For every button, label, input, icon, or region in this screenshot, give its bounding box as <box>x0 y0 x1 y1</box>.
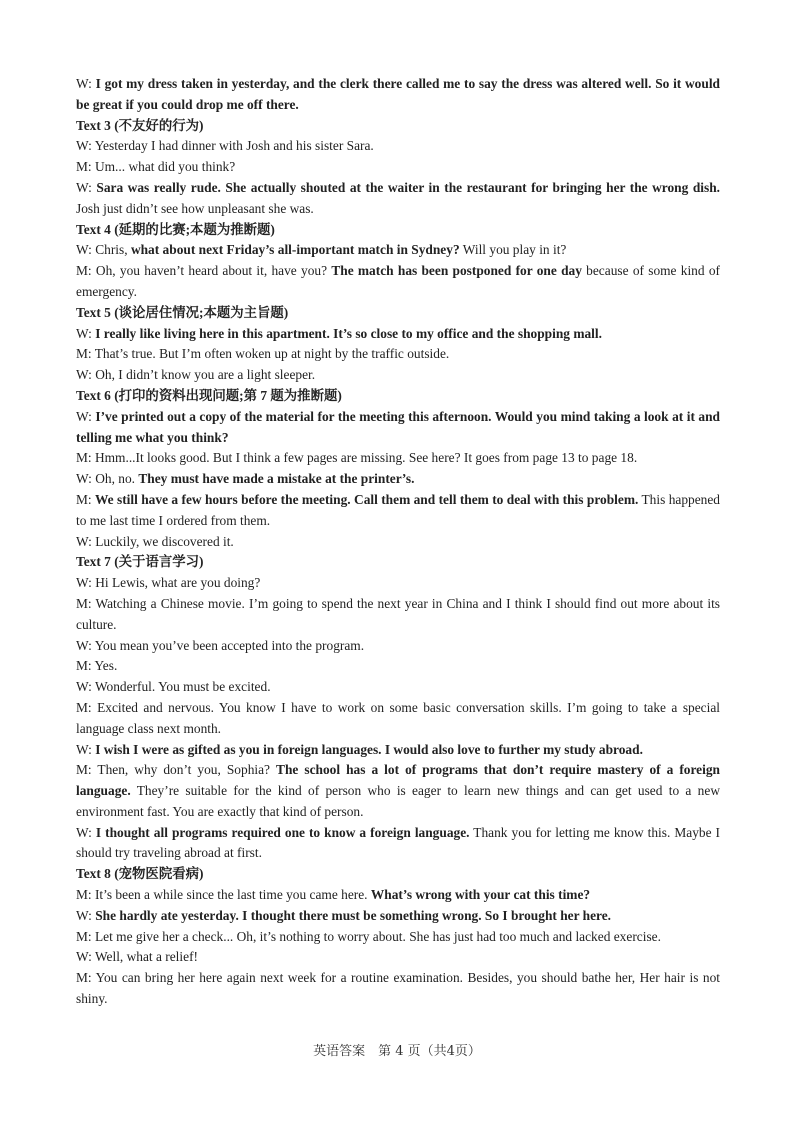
line-text: M: <box>76 491 96 507</box>
key-sentence: We still have a few hours before the meeting. Call them and tell them to deal with this problem. <box>95 491 639 507</box>
dialogue-line <box>76 636 720 657</box>
line-text: W: <box>76 907 96 923</box>
dialogue-line <box>76 968 720 1010</box>
line-text: M: Um... what did you think? <box>76 159 236 175</box>
section-heading <box>76 864 720 885</box>
line-text: W: Well, what a relief! <box>76 949 198 965</box>
key-sentence: She hardly ate yesterday. I thought there must be something wrong. So I brought her here. <box>95 907 612 923</box>
line-text: W: You mean you’ve been accepted into the program. <box>76 637 365 653</box>
line-text: W: Wonderful. You must be excited. <box>76 679 271 695</box>
line-text: W: Chris, <box>76 242 131 258</box>
section-heading <box>76 116 720 137</box>
dialogue-line <box>76 947 720 968</box>
dialogue-line <box>76 698 720 740</box>
key-sentence: I got my dress taken in yesterday, and the clerk there called me to say the dress was altered well. So it would be great if you could drop me off there. <box>76 76 720 112</box>
dialogue-line <box>76 261 720 303</box>
section-heading <box>76 303 720 324</box>
dialogue-line <box>76 240 720 261</box>
line-text: W: <box>76 76 96 91</box>
dialogue-line <box>76 136 720 157</box>
dialogue-line <box>76 573 720 594</box>
dialogue-line <box>76 532 720 553</box>
line-text: They’re suitable for the kind of person who is eager to learn new things and can get used to a new environment fast. You are exactly that kind of person. <box>76 783 720 819</box>
line-text: M: Hmm...It looks good. But I think a few pages are missing. See here? It goes from page 13 to page 18. <box>76 450 638 466</box>
key-sentence: I’ve printed out a copy of the material for the meeting this afternoon. Would you mind taking a look at it and telling me what you think? <box>76 408 720 445</box>
dialogue-line <box>76 469 720 490</box>
section-heading <box>76 386 720 407</box>
key-sentence: what about next Friday’s all-important match in Sydney? <box>130 242 460 258</box>
line-text: W: Oh, I didn’t know you are a light sleeper. <box>76 367 316 383</box>
key-sentence: I really like living here in this apartment. It’s so close to my office and the shopping mall. <box>95 325 602 341</box>
line-text: Text 7 (关于语言学习) <box>76 554 204 570</box>
page-footer: 英语答案 第 4 页（共4页） <box>313 1044 481 1059</box>
line-text: Text 3 (不友好的行为) <box>76 117 204 133</box>
line-text: Josh just didn’t see how unpleasant she was. <box>76 200 314 216</box>
document-body <box>76 74 720 1010</box>
dialogue-line <box>76 74 720 116</box>
key-sentence: The school has a lot of programs that don’t require mastery of a foreign language. <box>76 762 720 799</box>
section-heading <box>76 552 720 573</box>
dialogue-line <box>76 823 720 865</box>
line-text: W: <box>76 179 97 195</box>
dialogue-line <box>76 344 720 365</box>
line-text: W: Luckily, we discovered it. <box>76 533 234 549</box>
line-text: M: Excited and nervous. You know I have to work on some basic conversation skills. I’m going to take a special language class next month. <box>76 699 720 736</box>
line-text: M: Oh, you haven’t heard about it, have you? <box>76 263 332 279</box>
line-text: M: Let me give her a check... Oh, it’s nothing to worry about. She has just had too much and lacked exercise. <box>76 928 661 944</box>
key-sentence: I thought all programs required one to know a foreign language. <box>95 824 470 840</box>
line-text: M: It’s been a while since the last time you came here. <box>76 887 371 903</box>
dialogue-line <box>76 885 720 906</box>
line-text: W: Oh, no. <box>76 471 139 487</box>
key-sentence: Sara was really rude. She actually shouted at the waiter in the restaurant for bringing her the wrong dish. <box>96 179 720 195</box>
dialogue-line <box>76 365 720 386</box>
dialogue-line <box>76 906 720 927</box>
line-text: M: That’s true. But I’m often woken up at night by the traffic outside. <box>76 346 450 362</box>
line-text: W: <box>76 408 96 424</box>
key-sentence: The match has been postponed for one day <box>331 263 582 279</box>
line-text: Text 6 (打印的资料出现问题;第 7 题为推断题) <box>76 387 342 403</box>
line-text: W: <box>76 325 96 341</box>
dialogue-line <box>76 407 720 449</box>
dialogue-line <box>76 178 720 220</box>
dialogue-line <box>76 490 720 532</box>
line-text: M: Yes. <box>76 658 118 674</box>
section-heading <box>76 220 720 241</box>
line-text: M: You can bring her here again next week for a routine examination. Besides, you should bathe her, Her hair is not shiny. <box>76 970 720 1007</box>
dialogue-line <box>76 677 720 698</box>
dialogue-line <box>76 656 720 677</box>
line-text: This happened to me last time I ordered from them. <box>76 491 720 528</box>
dialogue-line <box>76 448 720 469</box>
dialogue-line <box>76 927 720 948</box>
line-text: Thank you for letting me know this. Maybe I should try traveling abroad at first. <box>76 824 721 861</box>
dialogue-line <box>76 157 720 178</box>
line-text: W: <box>76 741 96 757</box>
line-text: W: Yesterday I had dinner with Josh and his sister Sara. <box>76 138 374 154</box>
dialogue-line <box>76 324 720 345</box>
dialogue-line <box>76 740 720 761</box>
line-text: Text 8 (宠物医院看病) <box>76 866 204 882</box>
line-text: Will you play in it? <box>459 242 567 258</box>
key-sentence: They must have made a mistake at the printer’s. <box>138 471 415 487</box>
dialogue-line <box>76 594 720 636</box>
key-sentence: I wish I were as gifted as you in foreign languages. I would also love to further my study abroad. <box>95 741 643 757</box>
line-text: W: <box>76 824 96 840</box>
line-text: M: Watching a Chinese movie. I’m going to spend the next year in China and I think I should find out more about its culture. <box>76 595 720 632</box>
dialogue-line <box>76 760 720 822</box>
line-text: M: Then, why don’t you, Sophia? <box>76 762 277 778</box>
line-text: Text 4 (延期的比赛;本题为推断题) <box>76 221 275 237</box>
key-sentence: What’s wrong with your cat this time? <box>370 887 591 903</box>
line-text: because of some kind of emergency. <box>76 263 720 299</box>
line-text: Text 5 (谈论居住情况;本题为主旨题) <box>76 304 289 320</box>
line-text: W: Hi Lewis, what are you doing? <box>76 575 261 591</box>
